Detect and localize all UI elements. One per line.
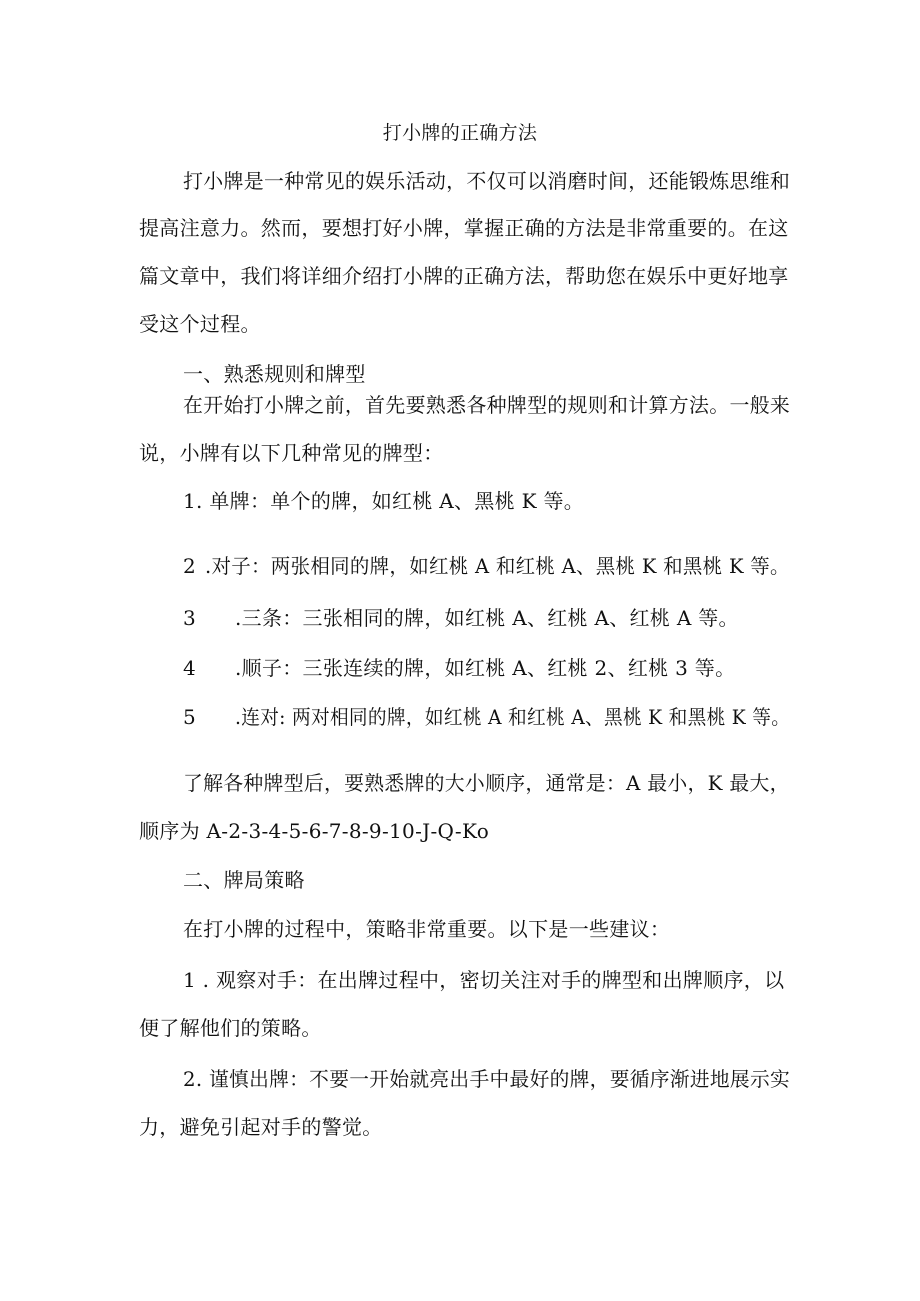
intro-line-4: 受这个过程。	[139, 312, 261, 336]
tip1-line-2: 便了解他们的策略。	[139, 1016, 322, 1040]
section1-heading: 一、熟悉规则和牌型	[183, 362, 366, 386]
section1-para-line-1: 在开始打小牌之前，首先要熟悉各种牌型的规则和计算方法。一般来	[183, 393, 791, 417]
document-title: 打小牌的正确方法	[382, 122, 538, 144]
order-line-2: 顺序为 A-2-3-4-5-6-7-8-9-10-J-Q-Ko	[139, 819, 490, 843]
list-item-3-number: 3	[183, 606, 196, 630]
intro-line-1: 打小牌是一种常见的娱乐活动，不仅可以消磨时间，还能锻炼思维和	[183, 169, 791, 193]
section1-para-line-2: 说，小牌有以下几种常见的牌型：	[139, 441, 444, 465]
intro-line-2: 提高注意力。然而，要想打好小牌，掌握正确的方法是非常重要的。在这	[139, 216, 789, 240]
list-item-4: .顺子：三张连续的牌，如红桃 A、红桃 2、红桃 3 等。	[235, 656, 736, 680]
list-item-2-number: 2	[183, 554, 196, 578]
order-line-1: 了解各种牌型后，要熟悉牌的大小顺序，通常是：A 最小，K 最大，	[183, 771, 790, 795]
section2-heading: 二、牌局策略	[183, 868, 305, 892]
list-item-5-number: 5	[183, 705, 196, 729]
list-item-3: .三条：三张相同的牌，如红桃 A、红桃 A、红桃 A 等。	[235, 606, 739, 630]
intro-line-3: 篇文章中，我们将详细介绍打小牌的正确方法，帮助您在娱乐中更好地享	[139, 264, 789, 288]
list-item-5: .连对: 两对相同的牌，如红桃 A 和红桃 A、黑桃 K 和黑桃 K 等。	[235, 705, 791, 729]
tip2-line-1: 2. 谨慎出牌：不要一开始就亮出手中最好的牌，要循序渐进地展示实	[183, 1067, 791, 1091]
tip1-line-1: 1 . 观察对手：在出牌过程中，密切关注对手的牌型和出牌顺序，以	[183, 968, 785, 992]
tip2-line-2: 力，避免引起对手的警觉。	[139, 1115, 383, 1139]
list-item-4-number: 4	[183, 656, 196, 680]
list-item-1: 1. 单牌：单个的牌，如红桃 A、黑桃 K 等。	[183, 489, 585, 513]
list-item-2: .对子：两张相同的牌，如红桃 A 和红桃 A、黑桃 K 和黑桃 K 等。	[205, 554, 790, 578]
section2-para: 在打小牌的过程中，策略非常重要。以下是一些建议：	[183, 917, 671, 941]
